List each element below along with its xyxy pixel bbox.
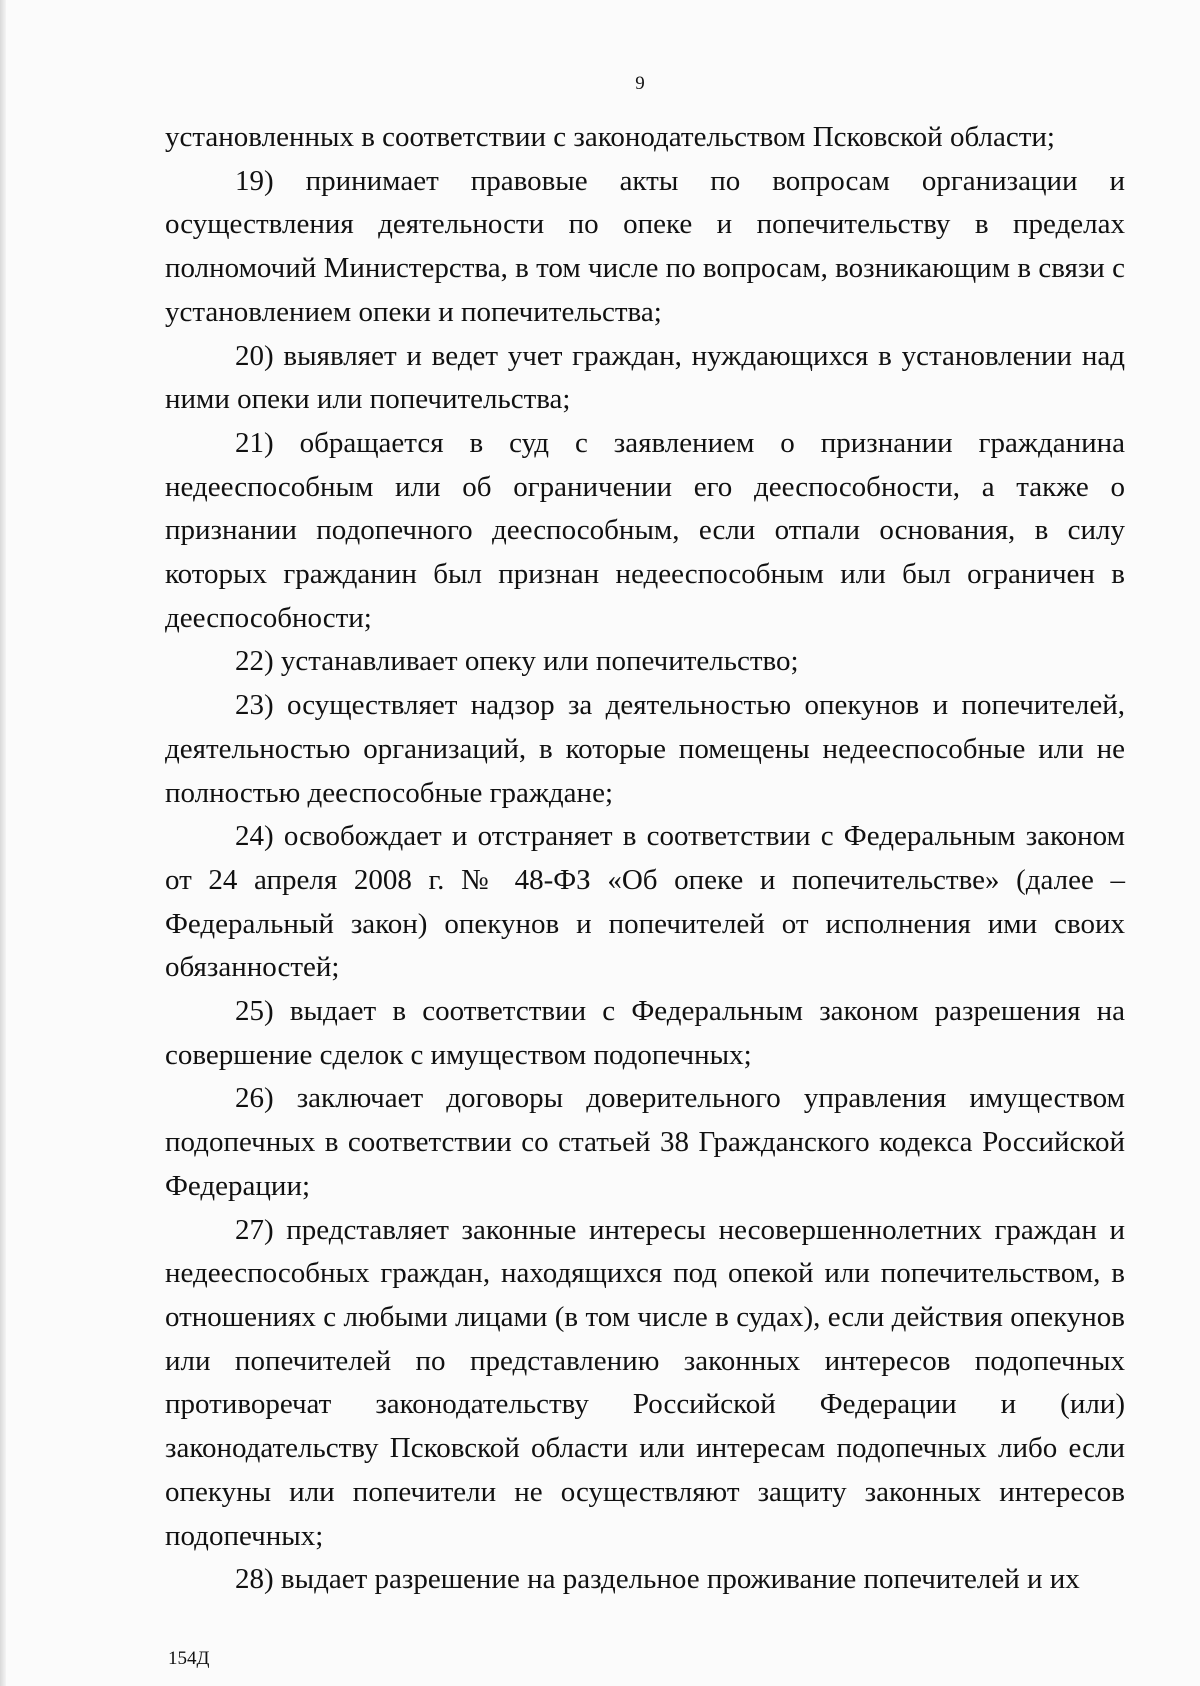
scan-edge [0,0,6,1686]
paragraph-item-26: 26) заключает договоры доверительного управления имуществом подопечных в соответствии со статьей 38 Гражданского кодекса Российской Федерации; [165,1082,1125,1202]
paragraph-item-20: 20) выявляет и ведет учет граждан, нуждающихся в установлении над ними опеки или попечительства; [165,339,1125,416]
footer-document-code: 154Д [168,1648,210,1669]
paragraph-item-23: 23) осуществляет надзор за деятельностью опекунов и попечителей, деятельностью организаций, в которые помещены недееспособные или не полностью дееспособные граждане; [165,689,1125,809]
paragraph-item-19: 19) принимает правовые акты по вопросам организации и осуществления деятельности по опеке и попечительству в пределах полномочий Министерства, в том числе по вопросам, возникающим в связи с установлением опеки и попечительства; [165,164,1125,328]
page-number: 9 [635,73,645,94]
paragraph-item-28: 28) выдает разрешение на раздельное проживание попечителей и их [235,1563,1080,1596]
paragraph-item-27: 27) представляет законные интересы несовершеннолетних граждан и недееспособных граждан, находящихся под опекой или попечительством, в отношениях с любыми лицами (в том числе в судах), если действия опекунов или попечителей по представлению законных интересов подопечных противоречат законодательству Российской Федерации и (или) законодательству Псковской области или интересам подопечных либо если опекуны или попечители не осуществляют защиту законных интересов подопечных; [165,1213,1125,1552]
paragraph-item-25: 25) выдает в соответствии с Федеральным законом разрешения на совершение сделок с имуществом подопечных; [165,995,1125,1071]
paragraph-item-21: 21) обращается в суд с заявлением о признании гражданина недееспособным или об ограничении его дееспособности, а также о признании подопечного дееспособным, если отпали основания, в силу которых гражданин был признан недееспособным или был ограничен в дееспособности; [165,426,1125,634]
paragraph-continuation: установленных в соответствии с законодательством Псковской области; [165,121,1055,153]
paragraph-item-22: 22) устанавливает опеку или попечительство; [235,645,799,678]
paragraph-item-24: 24) освобождает и отстраняет в соответствии с Федеральным законом от 24 апреля 2008 г. № 48-ФЗ «Об опеке и попечительстве» (далее – Федеральный закон) опекунов и попечителей от исполнения ими своих обязанностей; [165,820,1125,984]
document-body [165,116,1125,1602]
